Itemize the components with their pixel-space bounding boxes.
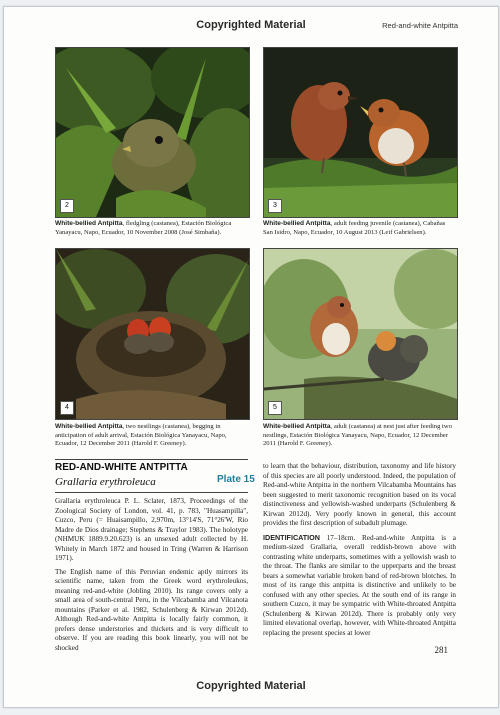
- header-rule-top: [55, 459, 248, 460]
- right-column-text: [263, 462, 456, 642]
- photo-adult-at-nest: [263, 248, 458, 420]
- species-scientific-name: Grallaria erythroleuca: [55, 476, 156, 488]
- adult-at-nest-image: [264, 249, 457, 419]
- caption-text: , adult (castanea) at nest just after feeding two nestlings, Estación Biológica Yanayacu, Napo, Ecuador, 12 December 2011 (Harold F. Greeney).: [263, 423, 452, 448]
- identification-text: 17–18cm. Red-and-white Antpitta is a medium-sized Grallaria, overall reddish-brown above with contrasting white underparts, sometimes with a yellowish wash to the throat. The flanks are similar to the upperparts and the breast bears a somewhat variable broken band of red-brown blotches. In most of its range this antpitta is distinctive and unlikely to be confused with any other species. At the south end of its range in southern Cuzco, it may be sympatric with White-throated Antpitta (Schulenberg & Kirwan 2012d). There is probably only very limited elevational overlap, however, with White-throated Antpitta replacing the present species at lower: [263, 533, 456, 637]
- page-frame: [3, 6, 499, 708]
- caption-species: White-bellied Antpitta: [263, 423, 331, 430]
- caption-species: White-bellied Antpitta: [55, 423, 123, 430]
- caption-text: , fledgling (castanea), Estación Biológica Yanayacu, Napo, Ecuador, 10 November 2008 (José Simbaña).: [55, 220, 232, 236]
- paragraph-etymology: The English name of this Peruvian endemic aptly mirrors its scientific name, taken from the Greek word erythroleukos, meaning red-and-white (Jobling 2010). Its range covers only a small area of south-central Peru, in the Vilcabamba and Vilcanota mountains (Parker et al. 1982, Schulenberg & Kirwan 2012d). Although Red-and-white Antpitta is locally fairly common, it prefers dense understories and thickets and is very difficult to observe. If you are reading this book linearly, you will not be shocked: [55, 567, 248, 652]
- species-common-name: RED-AND-WHITE ANTPITTA: [55, 462, 188, 473]
- nestlings-begging-image: [56, 249, 249, 419]
- copyright-banner-bottom: Copyrighted Material: [196, 680, 306, 692]
- paragraph-continuation: to learn that the behaviour, distribution, taxonomy and life history of this species are all poorly understood. Indeed, the population of Red-and-white Antpitta in the northern Vilcabamba Mountains has been suggested to merit taxonomic recognition based on its vocal distinctiveness and yellowish-washed underparts (Schulenberg & Kirwan 2012d). Very poorly known in general, this account provides the first description of subadult plumage.: [263, 462, 456, 527]
- photo-adult-feeding: [263, 47, 458, 218]
- photo-number: 5: [268, 401, 282, 415]
- plate-reference: Plate 15: [217, 474, 255, 485]
- running-head: Red-and-white Antpitta: [382, 21, 458, 30]
- copyright-banner-top: Copyrighted Material: [196, 19, 306, 31]
- header-rule-bottom: [55, 492, 248, 493]
- photo-fledgling: [55, 47, 250, 218]
- adult-feeding-image: [264, 48, 457, 217]
- paragraph-citation: Grallaria erythroleuca P. L. Sclater, 1873, Proceedings of the Zoological Society of London, vol. 41, p. 783, "Huasampilla", Cuzco, Peru (= Huaisampillo, 2,970m, 13°14'S, 71°26'W, Rio Madre de Dios drainage; Stephens & Traylor 1983). The holotype (NHMUK 1889.9.20.623) is an unsexed adult collected by H. Whitely in March 1872 and housed in Tring (Warren & Harrison 1971).: [55, 497, 248, 562]
- caption-photo-2: [55, 220, 248, 237]
- caption-species: White-bellied Antpitta: [55, 220, 123, 227]
- photo-number: 4: [60, 401, 74, 415]
- photo-nestlings-begging: [55, 248, 250, 420]
- caption-species: White-bellied Antpitta: [263, 220, 331, 227]
- page-number: 281: [434, 645, 448, 655]
- fledgling-image: [56, 48, 249, 217]
- identification-heading: IDENTIFICATION: [263, 532, 320, 542]
- caption-text: , adult feeding juvenile (castanea), Cabañas San Isidro, Napo, Ecuador, 10 August 2013 (Leif Gabrielsen).: [263, 220, 446, 236]
- photo-number: 2: [60, 199, 74, 213]
- paragraph-identification: [263, 533, 456, 639]
- left-column-text: [55, 497, 248, 657]
- caption-photo-4: [55, 423, 248, 449]
- book-page: [4, 7, 498, 707]
- caption-photo-5: [263, 423, 456, 449]
- photo-number: 3: [268, 199, 282, 213]
- caption-photo-3: [263, 220, 456, 237]
- caption-text: , two nestlings (castanea), begging in anticipation of adult arrival, Estación Biológica Yanayacu, Napo, Ecuador, 12 December 2011 (Harold F. Greeney).: [55, 423, 227, 448]
